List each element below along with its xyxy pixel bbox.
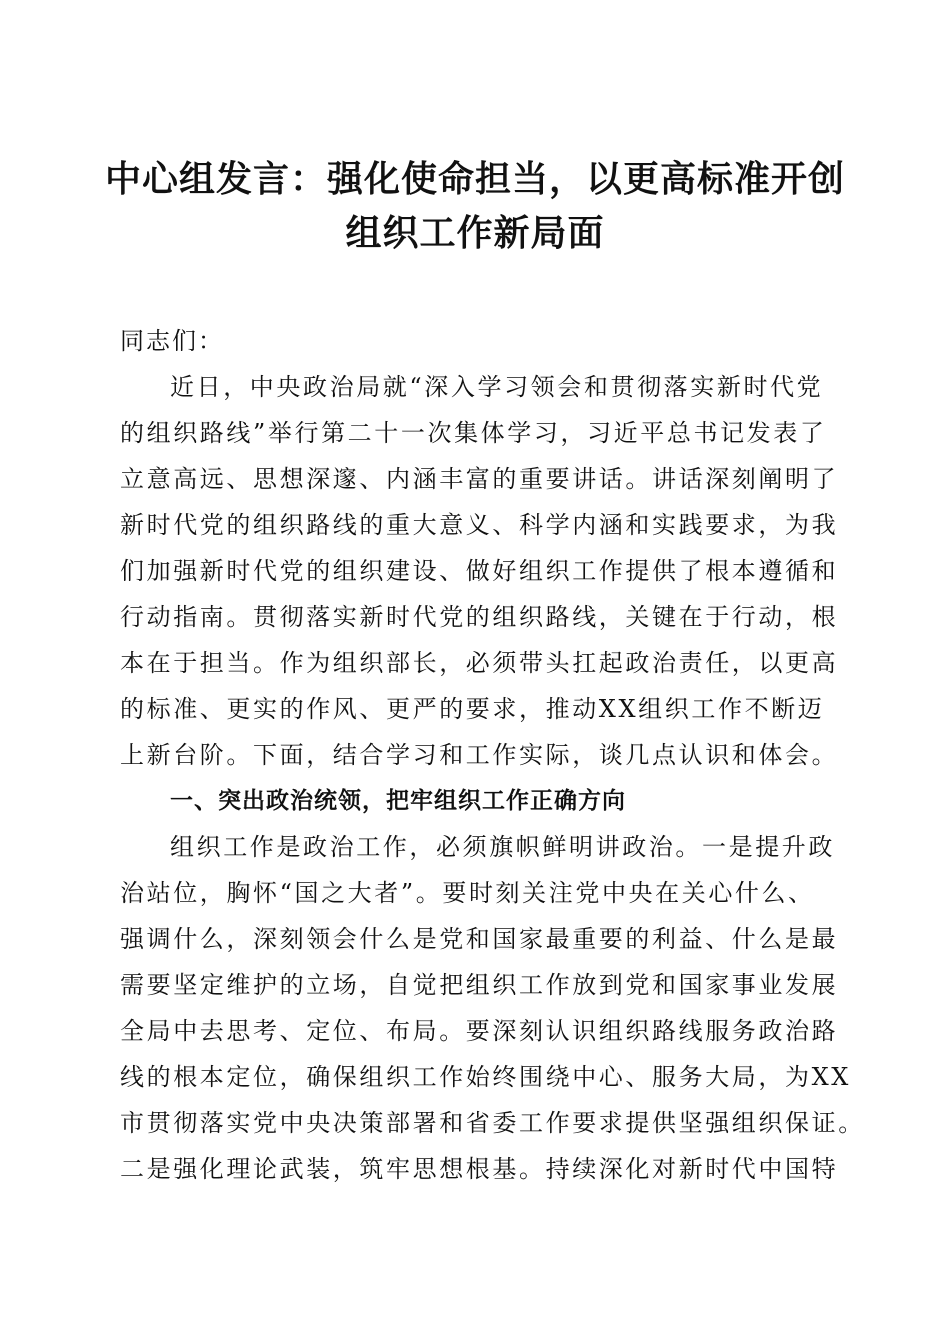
paragraph-1-line: 立意高远、思想深邃、内涵丰富的重要讲话。讲话深刻阐明了 bbox=[120, 465, 839, 493]
paragraph-1-line: 们加强新时代党的组织建设、做好组织工作提供了根本遵循和 bbox=[120, 557, 839, 585]
paragraph-2-line: 市贯彻落实党中央决策部署和省委工作要求提供坚强组织保证。 bbox=[120, 1109, 865, 1137]
section-heading: 一、突出政治统领，把牢组织工作正确方向 bbox=[170, 788, 626, 814]
paragraph-2-line: 强调什么，深刻领会什么是党和国家最重要的利益、什么是最 bbox=[120, 925, 839, 953]
paragraph-2-line: 需要坚定维护的立场，自觉把组织工作放到党和国家事业发展 bbox=[120, 971, 839, 999]
title-line-1: 中心组发言：强化使命担当，以更高标准开创 bbox=[104, 158, 845, 200]
paragraph-1-line: 本在于担当。作为组织部长，必须带头扛起政治责任，以更高 bbox=[120, 649, 839, 677]
paragraph-1-line: 近日，中央政治局就“深入学习领会和贯彻落实新时代党 bbox=[170, 373, 824, 401]
document-title bbox=[100, 152, 850, 260]
paragraph-2-line: 二是强化理论武装，筑牢思想根基。持续深化对新时代中国特 bbox=[120, 1155, 839, 1183]
paragraph-1-line: 上新台阶。下面，结合学习和工作实际，谈几点认识和体会。 bbox=[120, 741, 839, 769]
title-line-2: 组织工作新局面 bbox=[345, 212, 605, 254]
paragraph-2-line: 治站位，胸怀“国之大者”。要时刻关注党中央在关心什么、 bbox=[120, 879, 815, 907]
paragraph-1-line: 的组织路线”举行第二十一次集体学习，习近平总书记发表了 bbox=[120, 419, 827, 447]
salutation: 同志们： bbox=[120, 327, 224, 355]
paragraph-2-line: 线的根本定位，确保组织工作始终围绕中心、服务大局，为XX bbox=[120, 1063, 851, 1091]
paragraph-1-line: 行动指南。贯彻落实新时代党的组织路线，关键在于行动，根 bbox=[120, 603, 839, 631]
paragraph-2-line: 全局中去思考、定位、布局。要深刻认识组织路线服务政治路 bbox=[120, 1017, 839, 1045]
paragraph-2-line: 组织工作是政治工作，必须旗帜鲜明讲政治。一是提升政 bbox=[170, 833, 835, 861]
document-body bbox=[120, 364, 865, 1192]
paragraph-1-line: 新时代党的组织路线的重大意义、科学内涵和实践要求，为我 bbox=[120, 511, 839, 539]
paragraph-1-line: 的标准、更实的作风、更严的要求，推动XX组织工作不断迈 bbox=[120, 695, 825, 723]
